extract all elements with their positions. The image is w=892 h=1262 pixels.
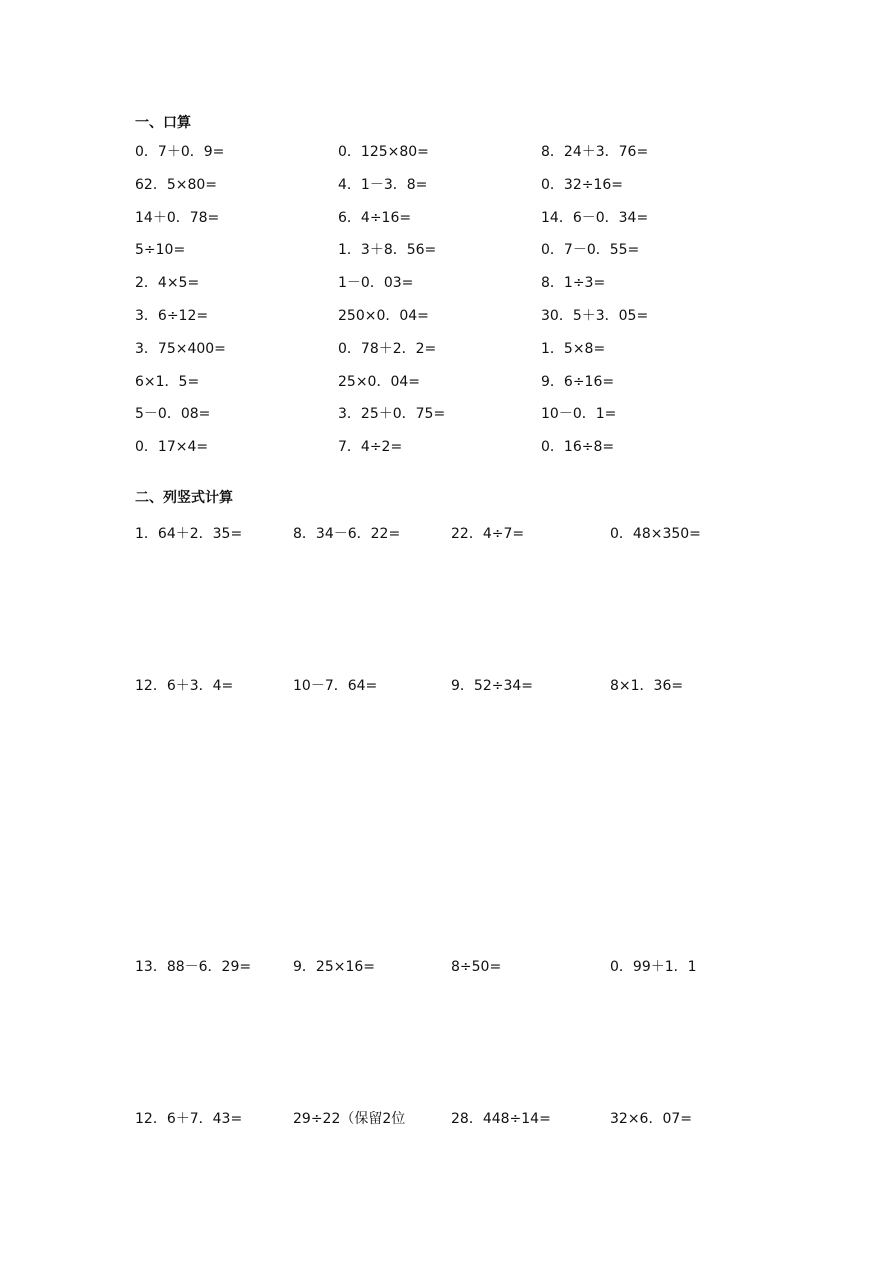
- oral-problem: 6×1．5=: [135, 374, 200, 390]
- vertical-problem: 29÷22（保留2位: [293, 1111, 406, 1127]
- oral-problem: 14．6－0．34=: [541, 210, 649, 226]
- vertical-problem: 32×6．07=: [610, 1111, 692, 1127]
- section1-title: 一、口算: [135, 115, 191, 131]
- oral-problem: 5－0．08=: [135, 406, 211, 422]
- oral-problem: 1－0．03=: [338, 275, 414, 291]
- vertical-problem: 1．64＋2．35=: [135, 526, 243, 542]
- oral-problem: 0．125×80=: [338, 144, 429, 160]
- oral-problem: 9．6÷16=: [541, 374, 615, 390]
- vertical-problem: 8．34－6．22=: [293, 526, 401, 542]
- oral-problem: 0．78＋2．2=: [338, 341, 437, 357]
- oral-problem: 30．5＋3．05=: [541, 308, 649, 324]
- oral-problem: 10－0．1=: [541, 406, 617, 422]
- oral-problem: 2．4×5=: [135, 275, 200, 291]
- oral-problem: 0．17×4=: [135, 439, 209, 455]
- oral-problem: 14＋0．78=: [135, 210, 220, 226]
- vertical-problem: 22．4÷7=: [451, 526, 525, 542]
- vertical-problem: 0．99＋1．1: [610, 959, 697, 975]
- oral-problem: 7．4÷2=: [338, 439, 403, 455]
- oral-problem: 3．75×400=: [135, 341, 226, 357]
- oral-problem: 8．24＋3．76=: [541, 144, 649, 160]
- oral-problem: 1．5×8=: [541, 341, 606, 357]
- vertical-problem: 8÷50=: [451, 959, 502, 975]
- oral-problem: 0．16÷8=: [541, 439, 615, 455]
- oral-problem: 0．7－0．55=: [541, 242, 640, 258]
- vertical-problem: 0．48×350=: [610, 526, 701, 542]
- oral-problem: 250×0．04=: [338, 308, 429, 324]
- vertical-problem: 9．25×16=: [293, 959, 375, 975]
- oral-problem: 25×0．04=: [338, 374, 420, 390]
- oral-problem: 62．5×80=: [135, 177, 217, 193]
- oral-problem: 0．7＋0．9=: [135, 144, 225, 160]
- oral-problem: 6．4÷16=: [338, 210, 412, 226]
- vertical-problem: 8×1．36=: [610, 678, 684, 694]
- vertical-problem: 13．88－6．29=: [135, 959, 252, 975]
- oral-problem: 4．1－3．8=: [338, 177, 428, 193]
- oral-problem: 5÷10=: [135, 242, 186, 258]
- oral-problem: 1．3＋8．56=: [338, 242, 437, 258]
- oral-problem: 8．1÷3=: [541, 275, 606, 291]
- vertical-problem: 9．52÷34=: [451, 678, 533, 694]
- section2-title: 二、列竖式计算: [135, 490, 233, 506]
- oral-problem: 3．6÷12=: [135, 308, 209, 324]
- vertical-problem: 12．6＋3．4=: [135, 678, 234, 694]
- vertical-problem: 28．448÷14=: [451, 1111, 551, 1127]
- vertical-problem: 12．6＋7．43=: [135, 1111, 243, 1127]
- oral-problem: 3．25＋0．75=: [338, 406, 446, 422]
- vertical-problem: 10－7．64=: [293, 678, 378, 694]
- oral-problem: 0．32÷16=: [541, 177, 623, 193]
